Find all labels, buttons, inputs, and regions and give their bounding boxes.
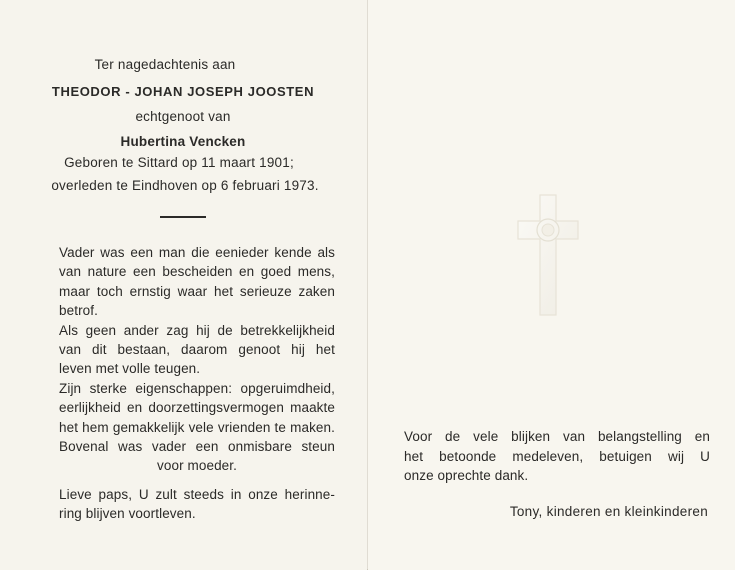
thanks-line: onze oprechte dank. <box>404 468 529 483</box>
thanks-line: het betoonde medeleven, betuigen wij U <box>404 448 710 464</box>
tribute-line: Vader was een man die eenieder kende als <box>59 245 335 260</box>
intro-text: Ter nagedachtenis aan <box>94 57 236 72</box>
relation-text: echtgenoot van <box>135 109 231 124</box>
left-panel <box>0 0 367 570</box>
tribute-line: Bovenal was vader een onmisbare steun <box>59 438 335 454</box>
closing-line: Lieve paps, U zult steeds in onze herinne- <box>59 487 335 502</box>
tribute-line: Zijn sterke eigenschappen: opgeruimdheid, <box>59 380 335 396</box>
tribute-line: van dit bestaan, daarom genoot hij het <box>59 341 335 357</box>
death-line: overleden te Eindhoven op 6 februari 1973. <box>51 178 319 193</box>
tribute-line: voor moeder. <box>157 458 237 474</box>
embossed-cross-icon <box>516 193 580 317</box>
tribute-line: eerlijkheid en doorzettingsvermogen maakte <box>59 400 335 416</box>
closing-line: ring blijven voortleven. <box>59 506 196 522</box>
thanks-line: Voor de vele blijken van belangstelling en <box>404 429 710 444</box>
birth-line: Geboren te Sittard op 11 maart 1901; <box>64 155 294 170</box>
tribute-line: leven met volle teugen. <box>59 361 201 377</box>
tribute-line: maar toch ernstig waar het serieuze zaken <box>59 283 335 299</box>
tribute-line: betrof. <box>59 303 98 319</box>
tribute-line: Als geen ander zag hij de betrekkelijkheid <box>59 322 335 338</box>
thanks-paragraph <box>404 427 710 486</box>
signature: Tony, kinderen en kleinkinderen <box>509 504 708 519</box>
spouse-name: Hubertina Vencken <box>120 134 246 149</box>
divider-rule <box>160 216 206 218</box>
tribute-line: het hem gemakkelijk vele vrienden te maken. <box>59 419 335 435</box>
closing-paragraph <box>59 485 335 524</box>
tribute-paragraph <box>59 243 335 476</box>
deceased-name: THEODOR - JOHAN JOSEPH JOOSTEN <box>51 84 315 99</box>
tribute-line: van nature een bescheiden en goed mens, <box>59 264 335 280</box>
